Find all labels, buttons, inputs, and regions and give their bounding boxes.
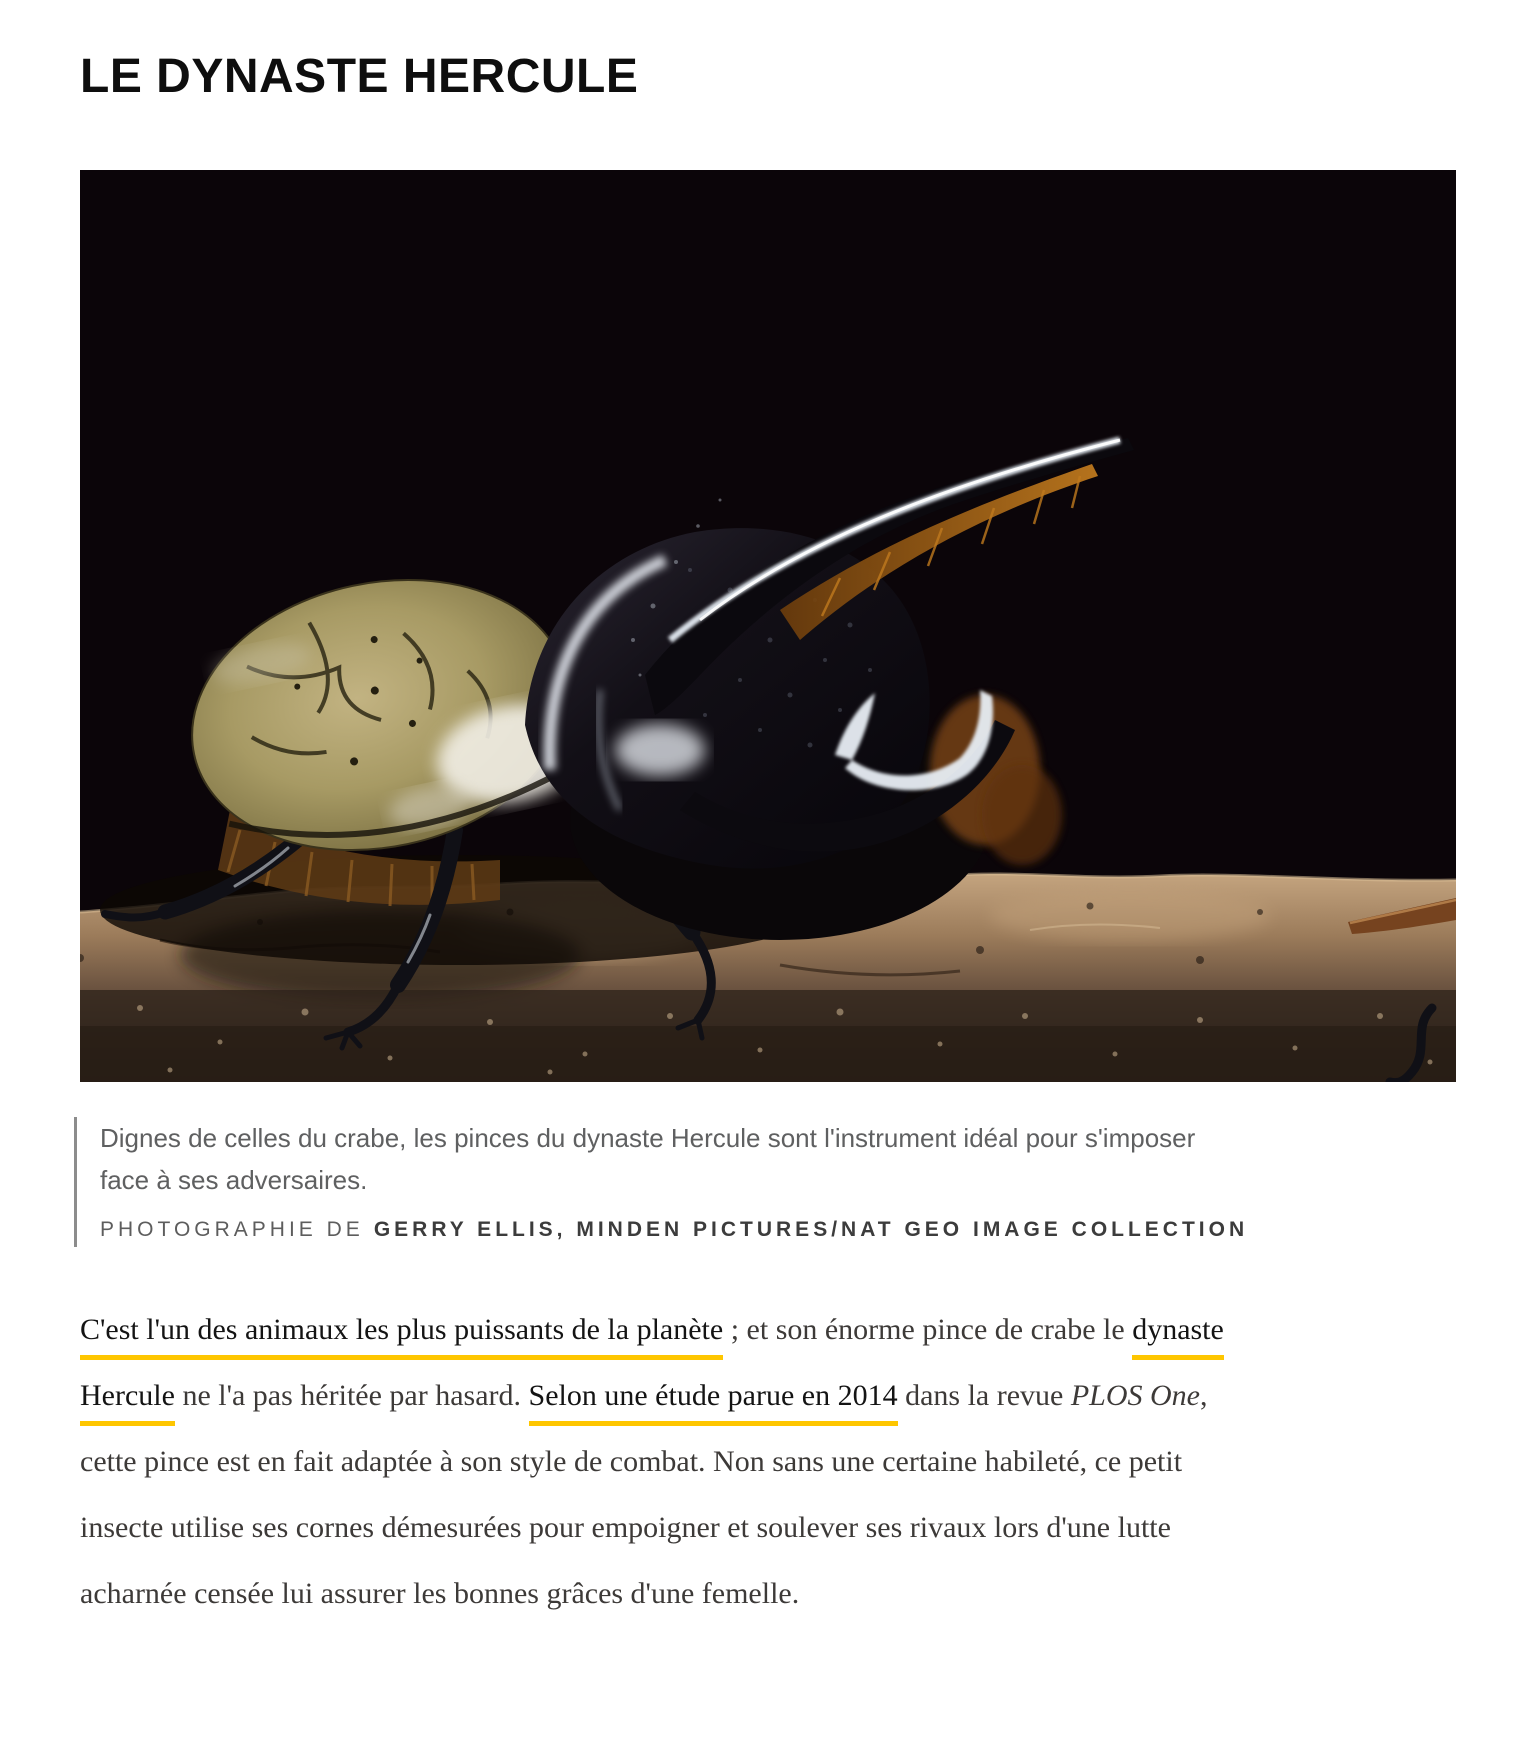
article-paragraph	[80, 1297, 1260, 1627]
credit-prefix: PHOTOGRAPHIE DE	[100, 1218, 364, 1242]
credit-name: GERRY ELLIS, MINDEN PICTURES/NAT GEO IMAGE COLLECTION	[373, 1218, 1249, 1242]
article-body	[78, 1297, 1536, 1627]
body-text: dans la revue	[897, 1379, 1071, 1413]
hero-figure	[78, 170, 1536, 1247]
photo-caption: Dignes de celles du crabe, les pinces du dynaste Hercule sont l'instrument idéal pour s'imposer face à ses adversaires.	[100, 1123, 1196, 1196]
link-most-powerful-animals[interactable]: C'est l'un des animaux les plus puissants de la planète	[80, 1313, 723, 1360]
body-text: ; et son énorme pince de crabe le	[723, 1313, 1133, 1347]
hercules-beetle-photo	[80, 170, 1456, 1082]
photo-credit	[100, 1213, 1280, 1247]
beetle-illustration	[80, 170, 1456, 1082]
journal-name: PLOS One	[1070, 1379, 1200, 1413]
link-dynaste-hercule[interactable]: dynaste Hercule	[80, 1313, 1224, 1426]
page-title: LE DYNASTE HERCULE	[80, 50, 639, 103]
body-text: ne l'a pas héritée par hasard.	[174, 1379, 529, 1413]
body-text: , cette pince est en fait adaptée à son style de combat. Non sans une certaine habileté, ce petit insecte utilise ses cornes démesurées pour empoigner et soulever ses rivaux lors d'une lutte acharnée censée lui assurer les bonnes grâces d'une femelle.	[80, 1379, 1208, 1611]
caption-block	[74, 1117, 1536, 1247]
link-etude-2014[interactable]: Selon une étude parue en 2014	[529, 1379, 898, 1426]
